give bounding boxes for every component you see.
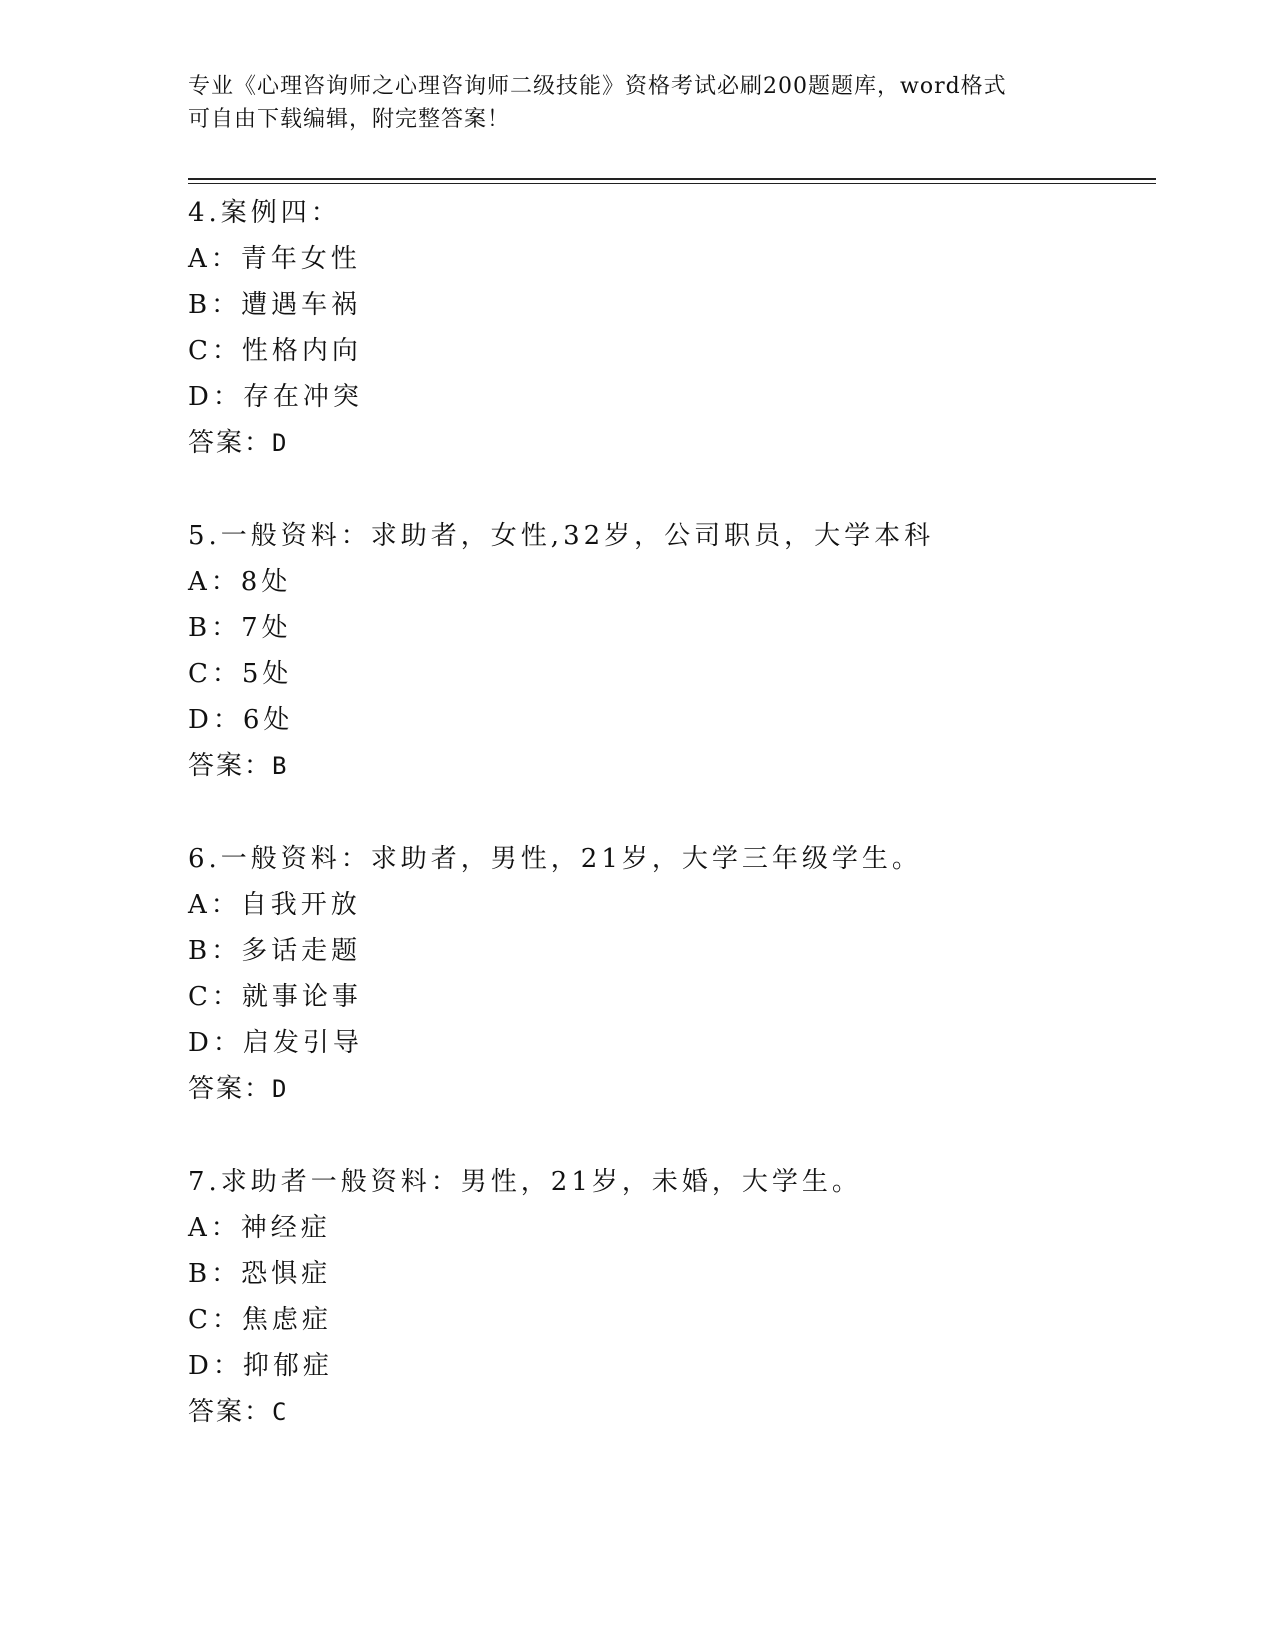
question-list — [188, 190, 1148, 1482]
option-a: A：8处 — [188, 567, 292, 597]
answer-label: 答案： — [188, 751, 273, 781]
option-d: D：存在冲突 — [188, 382, 363, 412]
answer-row — [188, 1066, 1148, 1112]
question-7 — [188, 1159, 1148, 1435]
answer-row — [188, 1389, 1148, 1435]
option-c: C：就事论事 — [188, 982, 362, 1012]
option-d: D：抑郁症 — [188, 1351, 333, 1381]
answer-row — [188, 420, 1148, 466]
answer-value: C — [272, 1398, 289, 1426]
answer-label: 答案： — [188, 428, 273, 458]
document-header — [188, 70, 1088, 136]
header-divider-thick — [188, 178, 1156, 180]
option-b: B：多话走题 — [188, 936, 362, 966]
header-line-1: 专业《心理咨询师之心理咨询师二级技能》资格考试必刷200题题库，word格式 — [188, 74, 1007, 99]
option-b: B：7处 — [188, 613, 292, 643]
question-stem: 7.求助者一般资料：男性，21岁，未婚，大学生。 — [188, 1167, 862, 1197]
option-a: A：自我开放 — [188, 890, 361, 920]
answer-value: B — [272, 752, 289, 780]
answer-value: D — [272, 429, 289, 457]
option-b: B：恐惧症 — [188, 1259, 332, 1289]
question-stem: 6.一般资料：求助者，男性，21岁，大学三年级学生。 — [188, 844, 922, 874]
question-6 — [188, 836, 1148, 1112]
answer-label: 答案： — [188, 1074, 273, 1104]
option-a: A：神经症 — [188, 1213, 331, 1243]
option-d: D：启发引导 — [188, 1028, 363, 1058]
header-divider-thin — [188, 183, 1156, 184]
question-4 — [188, 190, 1148, 466]
option-c: C：5处 — [188, 659, 293, 689]
header-line-2: 可自由下载编辑，附完整答案！ — [188, 107, 511, 132]
option-d: D：6处 — [188, 705, 294, 735]
question-stem: 5.一般资料：求助者，女性,32岁，公司职员，大学本科 — [188, 521, 935, 551]
option-c: C：焦虑症 — [188, 1305, 332, 1335]
answer-label: 答案： — [188, 1397, 273, 1427]
option-c: C：性格内向 — [188, 336, 362, 366]
option-b: B：遭遇车祸 — [188, 290, 362, 320]
question-5 — [188, 513, 1148, 789]
answer-value: D — [272, 1075, 289, 1103]
option-a: A：青年女性 — [188, 244, 361, 274]
question-stem: 4.案例四： — [188, 198, 341, 228]
answer-row — [188, 743, 1148, 789]
